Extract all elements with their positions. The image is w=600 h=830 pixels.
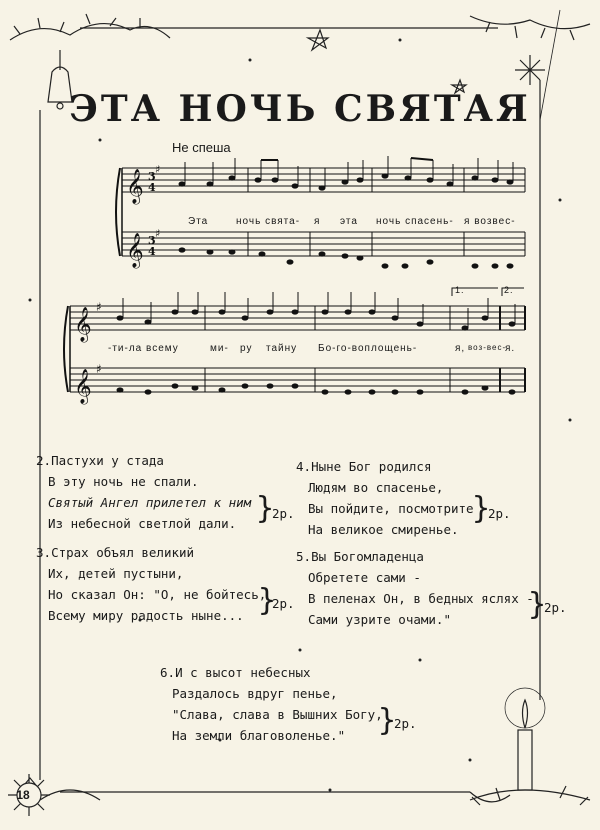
lyric-row1-6: я возвес-: [464, 216, 516, 227]
verse-number: 2.: [36, 453, 52, 468]
verse-line: Всему миру радость ныне...: [48, 608, 244, 623]
lyric-row2-2: ми-: [210, 343, 229, 354]
repeat-mark-v2: }: [256, 491, 275, 526]
verse-line: В эту ночь не спали.: [48, 474, 199, 489]
svg-text:𝄞: 𝄞: [126, 169, 144, 204]
svg-text:𝄞: 𝄞: [126, 233, 144, 268]
verse-line: Из небесной светлой дали.: [48, 516, 237, 531]
repeat-label-v3: 2р.: [272, 596, 295, 611]
volta-2-label: 2.: [504, 285, 514, 295]
repeat-mark-v6: }: [378, 703, 397, 738]
verse-5: [296, 546, 534, 630]
repeat-label-v5: 2р.: [544, 600, 567, 615]
lyric-row2-4: тайну: [266, 343, 298, 354]
staff-lower-2: [70, 368, 525, 392]
verse-line: Ныне Бог родился: [311, 459, 432, 474]
repeat-mark-v4: }: [472, 491, 491, 526]
svg-text:𝄞: 𝄞: [74, 369, 92, 404]
verse-line: Обретете сами -: [308, 570, 421, 585]
svg-text:♯: ♯: [155, 227, 161, 240]
repeat-label-v4: 2р.: [488, 506, 511, 521]
lyric-row1-5: ночь спасень-: [376, 216, 454, 227]
lyric-row1-3: я: [314, 216, 321, 227]
lyric-row1-2: ночь свята-: [236, 216, 301, 227]
svg-text:♯: ♯: [155, 163, 161, 176]
repeat-label-v6: 2р.: [394, 716, 417, 731]
verse-line: Страх объял великий: [51, 545, 195, 560]
svg-text:♯: ♯: [96, 362, 102, 376]
verse-line: Но сказал Он: "О, не бойтесь,: [48, 587, 267, 602]
lyric-row2-5: Бо-го-воплощень-: [318, 343, 418, 354]
page-number: 18: [16, 788, 30, 802]
tempo-marking: Не спеша: [172, 140, 231, 155]
repeat-mark-v3: }: [258, 583, 277, 618]
svg-text:♯: ♯: [96, 300, 102, 314]
verse-line: "Слава, слава в Вышних Богу,: [172, 707, 383, 722]
verse-line: Их, детей пустыни,: [48, 566, 184, 581]
svg-text:3: 3: [148, 234, 156, 247]
verse-line: На великое смиренье.: [308, 522, 459, 537]
song-title: ЭТА НОЧЬ СВЯТАЯ: [69, 88, 531, 130]
verse-line: Раздалось вдруг пенье,: [172, 686, 338, 701]
lyric-row1-1: Эта: [188, 216, 209, 227]
verse-number: 4.: [296, 459, 312, 474]
repeat-mark-v5: }: [528, 587, 547, 622]
verse-line: Пастухи у стада: [51, 453, 164, 468]
verse-line: Вы Богомладенца: [311, 549, 424, 564]
verse-number: 5.: [296, 549, 312, 564]
svg-text:3: 3: [148, 170, 156, 183]
lyric-row2-1: -ти-ла всему: [108, 343, 179, 354]
verse-6: [160, 662, 383, 746]
lyric-row2-6: я,: [455, 343, 466, 354]
verse-3: [36, 542, 266, 626]
verse-line: Вы пойдите, посмотрите: [308, 501, 474, 516]
verse-line: В пеленах Он, в бедных яслях -: [308, 591, 534, 606]
lyric-row2-8: я.: [505, 343, 516, 354]
lyric-row2-3: ру: [240, 343, 253, 354]
verse-line: Сами узрите очами.": [308, 612, 451, 627]
volta-1-label: 1.: [455, 285, 465, 295]
repeat-label-v2: 2р.: [272, 506, 295, 521]
lyric-row2-7: воз-вес-: [468, 343, 507, 352]
verse-line: Людям во спасенье,: [308, 480, 444, 495]
svg-text:𝄞: 𝄞: [74, 307, 92, 342]
lyric-row1-4: эта: [340, 216, 358, 227]
verse-line: И с высот небесных: [175, 665, 311, 680]
svg-text:4: 4: [148, 181, 156, 194]
verse-2: [36, 450, 251, 534]
verse-number: 3.: [36, 545, 52, 560]
verse-line: На земли благоволенье.": [172, 728, 346, 743]
verse-line: Святый Ангел прилетел к ним: [48, 495, 252, 510]
verse-4: [296, 456, 474, 540]
svg-text:4: 4: [148, 245, 156, 258]
verse-number: 6.: [160, 665, 176, 680]
